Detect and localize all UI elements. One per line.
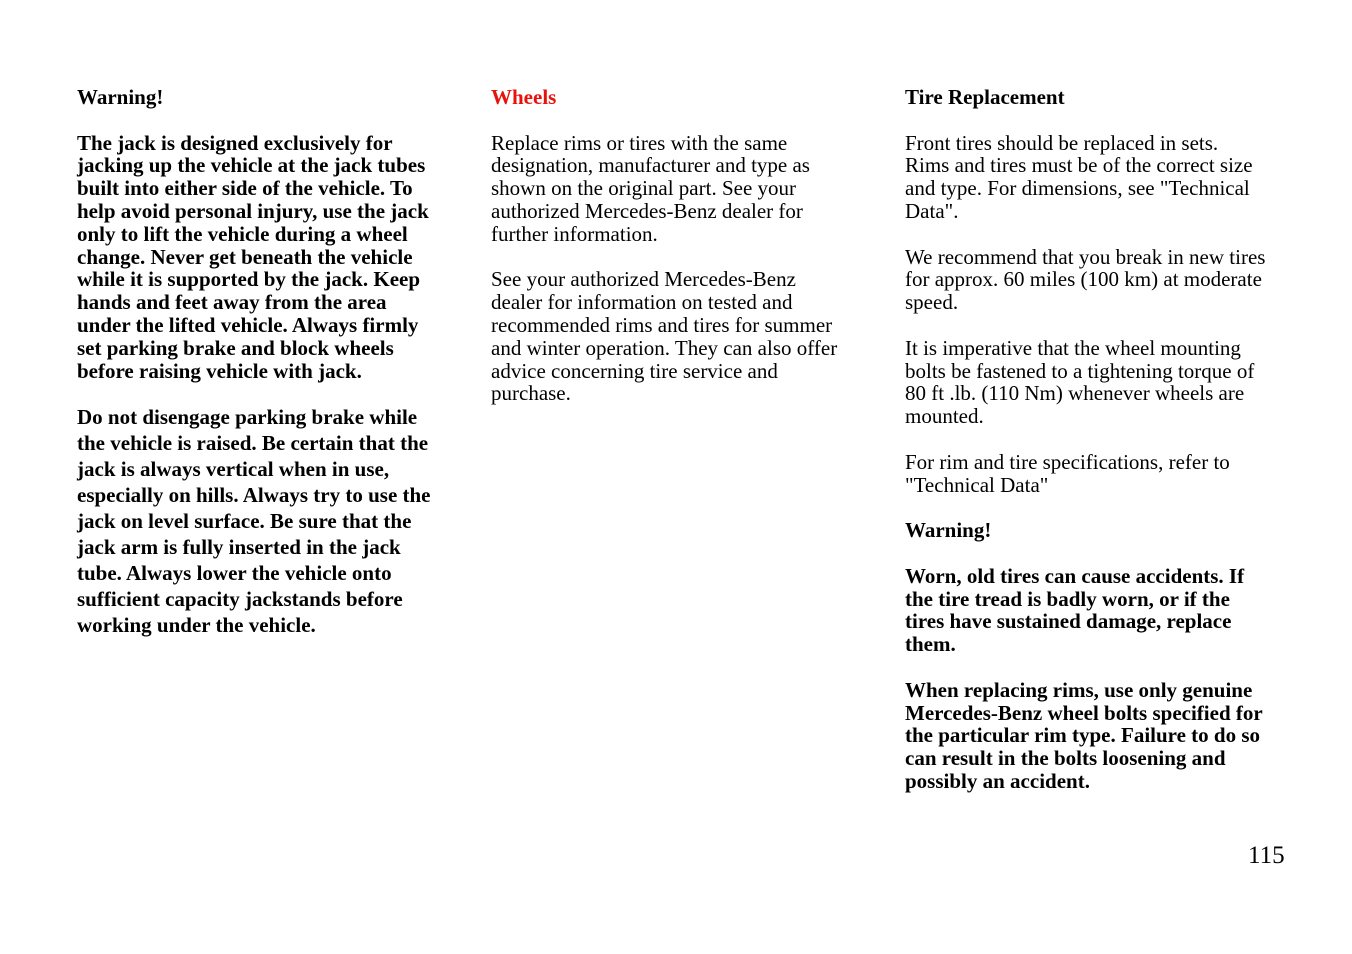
left-column [77,86,439,638]
torque-paragraph: It is imperative that the wheel mounting bolts be fastened to a tightening torque of 80 ft .lb. (110 Nm) whenever wheels are mounted. [905,335,1255,429]
middle-column [491,86,841,405]
parking-brake-warning-paragraph: Do not disengage parking brake while the vehicle is raised. Be certain that the jack is always vertical when in use, especially on hills. Always try to use the jack on level surface. Be sure that the jack arm is fully inserted in the jack tube. Always lower the vehicle onto sufficient capacity jackstands before working under the vehicle. [77,405,431,638]
wheel-bolts-warning: When replacing rims, use only genuine Mercedes-Benz wheel bolts specified for the particular rim type. Failure to do so can result in the bolts loosening and possibly an accident. [905,677,1263,793]
tire-replacement-heading: Tire Replacement [905,85,1065,109]
tire-warning-heading: Warning! [905,518,992,543]
wheels-heading: Wheels [491,85,557,109]
warning-heading: Warning! [77,85,164,109]
break-in-paragraph: We recommend that you break in new tires for approx. 60 miles (100 km) at moderate speed. [905,244,1266,315]
jack-warning-paragraph: The jack is designed exclusively for jacking up the vehicle at the jack tubes built into either side of the vehicle. To help avoid personal injury, use the jack only to lift the vehicle during a wheel change. Never get beneath the vehicle while it is supported by the jack. Keep hands and feet away from the area under the lifted vehicle. Always firmly set parking brake and block wheels before raising vehicle with jack. [77,130,429,383]
worn-tires-warning: Worn, old tires can cause accidents. If the tire tread is badly worn, or if the tires have sustained damage, replace them. [905,563,1245,657]
right-column [905,86,1267,793]
specifications-paragraph: For rim and tire specifications, refer to "Technical Data" [905,449,1230,497]
tire-sets-paragraph: Front tires should be replaced in sets. Rims and tires must be of the correct size and type. For dimensions, see "Technical Data". [905,130,1253,223]
wheels-replace-paragraph: Replace rims or tires with the same designation, manufacturer and type as shown on the original part. See your authorized Mercedes-Benz dealer for further information. [491,130,810,246]
wheels-dealer-paragraph: See your authorized Mercedes-Benz dealer for information on tested and recommended rims and tires for summer and winter operation. They can also offer advice concerning tire service and purchase. [491,267,838,406]
page-number: 115 [1248,842,1285,869]
